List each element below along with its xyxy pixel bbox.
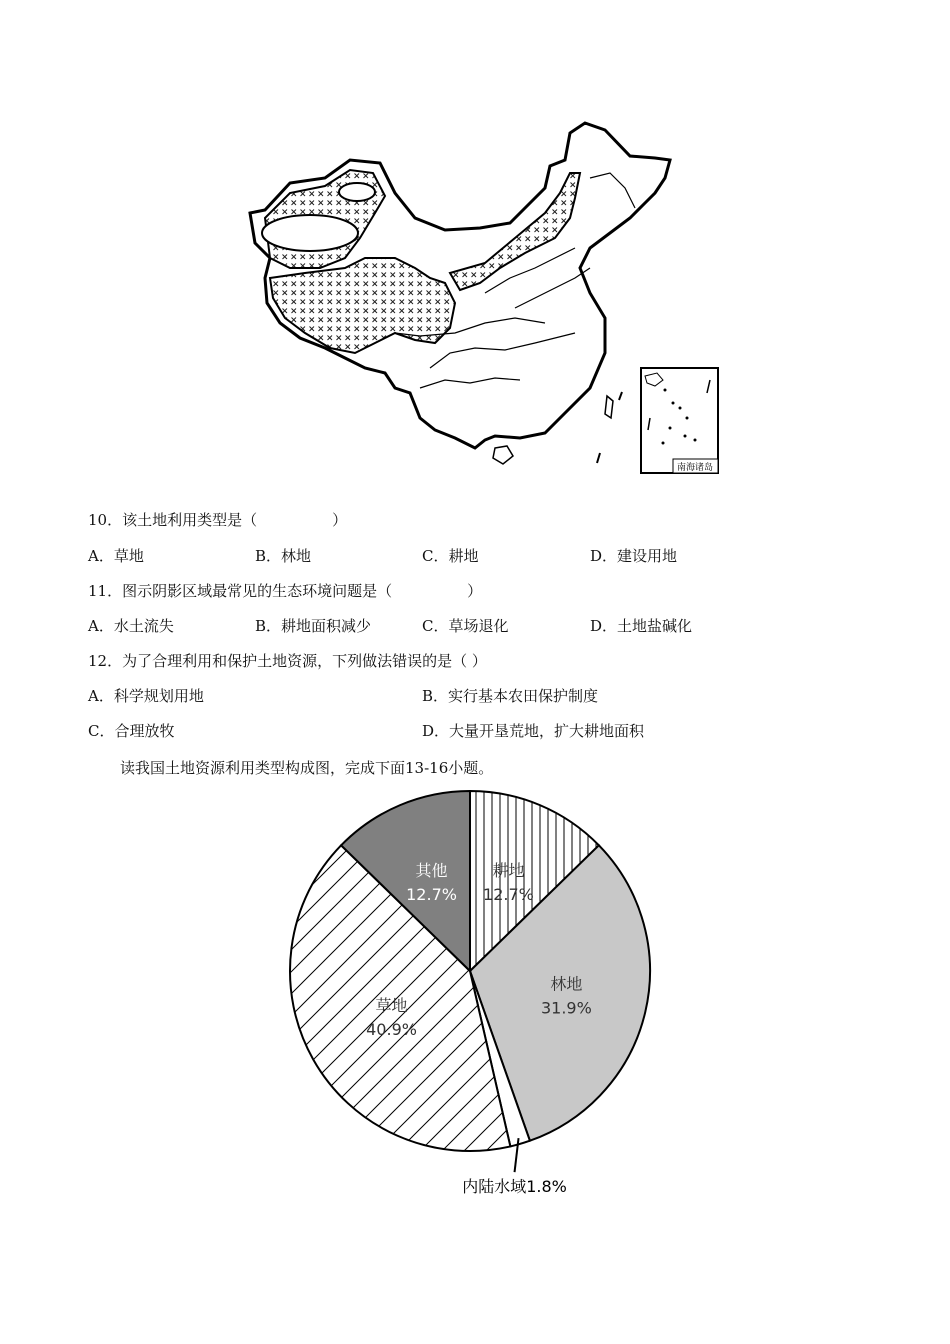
question-11-option-c: C．草场退化 [422,617,509,635]
south-china-sea-inset [641,368,718,473]
pie-label-name-1: 林地 [550,974,583,994]
question-11-stem: 11．图示阴影区域最常见的生态环境问题是（ ） [88,582,483,600]
pie-label-value-1: 31.9% [540,998,592,1018]
inset-label: 南海诸岛 [676,463,714,473]
question-11-option-a: A．水土流失 [88,617,174,635]
question-10-option-c: C．耕地 [422,547,479,565]
question-10-option-d: D．建设用地 [590,547,678,565]
pie-label-name-4: 其他 [415,860,448,880]
pie-label-name-3: 草地 [375,996,408,1016]
pie-label-name-0: 耕地 [492,860,525,880]
question-10-option-b: B．林地 [255,547,312,565]
question-12-option-b: B．实行基本农田保护制度 [422,687,599,705]
land-use-pie-chart [280,785,680,1205]
china-map-svg [245,118,720,478]
china-land-use-map [245,118,720,478]
question-12-stem: 12．为了合理利用和保护土地资源，下列做法错误的是（ ） [88,652,487,670]
pie-chart-intro: 读我国土地资源利用类型构成图，完成下面13-16小题。 [120,759,494,777]
hainan-island [493,446,513,464]
question-11-option-b: B．耕地面积减少 [255,617,372,635]
pie-label-value-4: 12.7% [406,884,457,904]
question-12-option-d: D．大量开垦荒地，扩大耕地面积 [422,722,645,740]
question-11-option-d: D．土地盐碱化 [590,617,693,635]
question-12-option-c: C．合理放牧 [88,722,175,740]
question-10-stem: 10．该土地利用类型是（ ） [88,511,348,529]
pie-label-2: 内陆水域1.8% [462,1177,567,1197]
tarim-basin [262,215,358,251]
question-10-option-a: A．草地 [88,547,144,565]
junggar-basin [339,183,375,201]
pie-label-value-0: 12.7% [483,884,534,904]
taiwan-island [605,396,613,418]
pie-chart-svg [280,785,680,1205]
pie-label-value-3: 40.9% [366,1020,417,1040]
question-12-option-a: A．科学规划用地 [88,687,204,705]
